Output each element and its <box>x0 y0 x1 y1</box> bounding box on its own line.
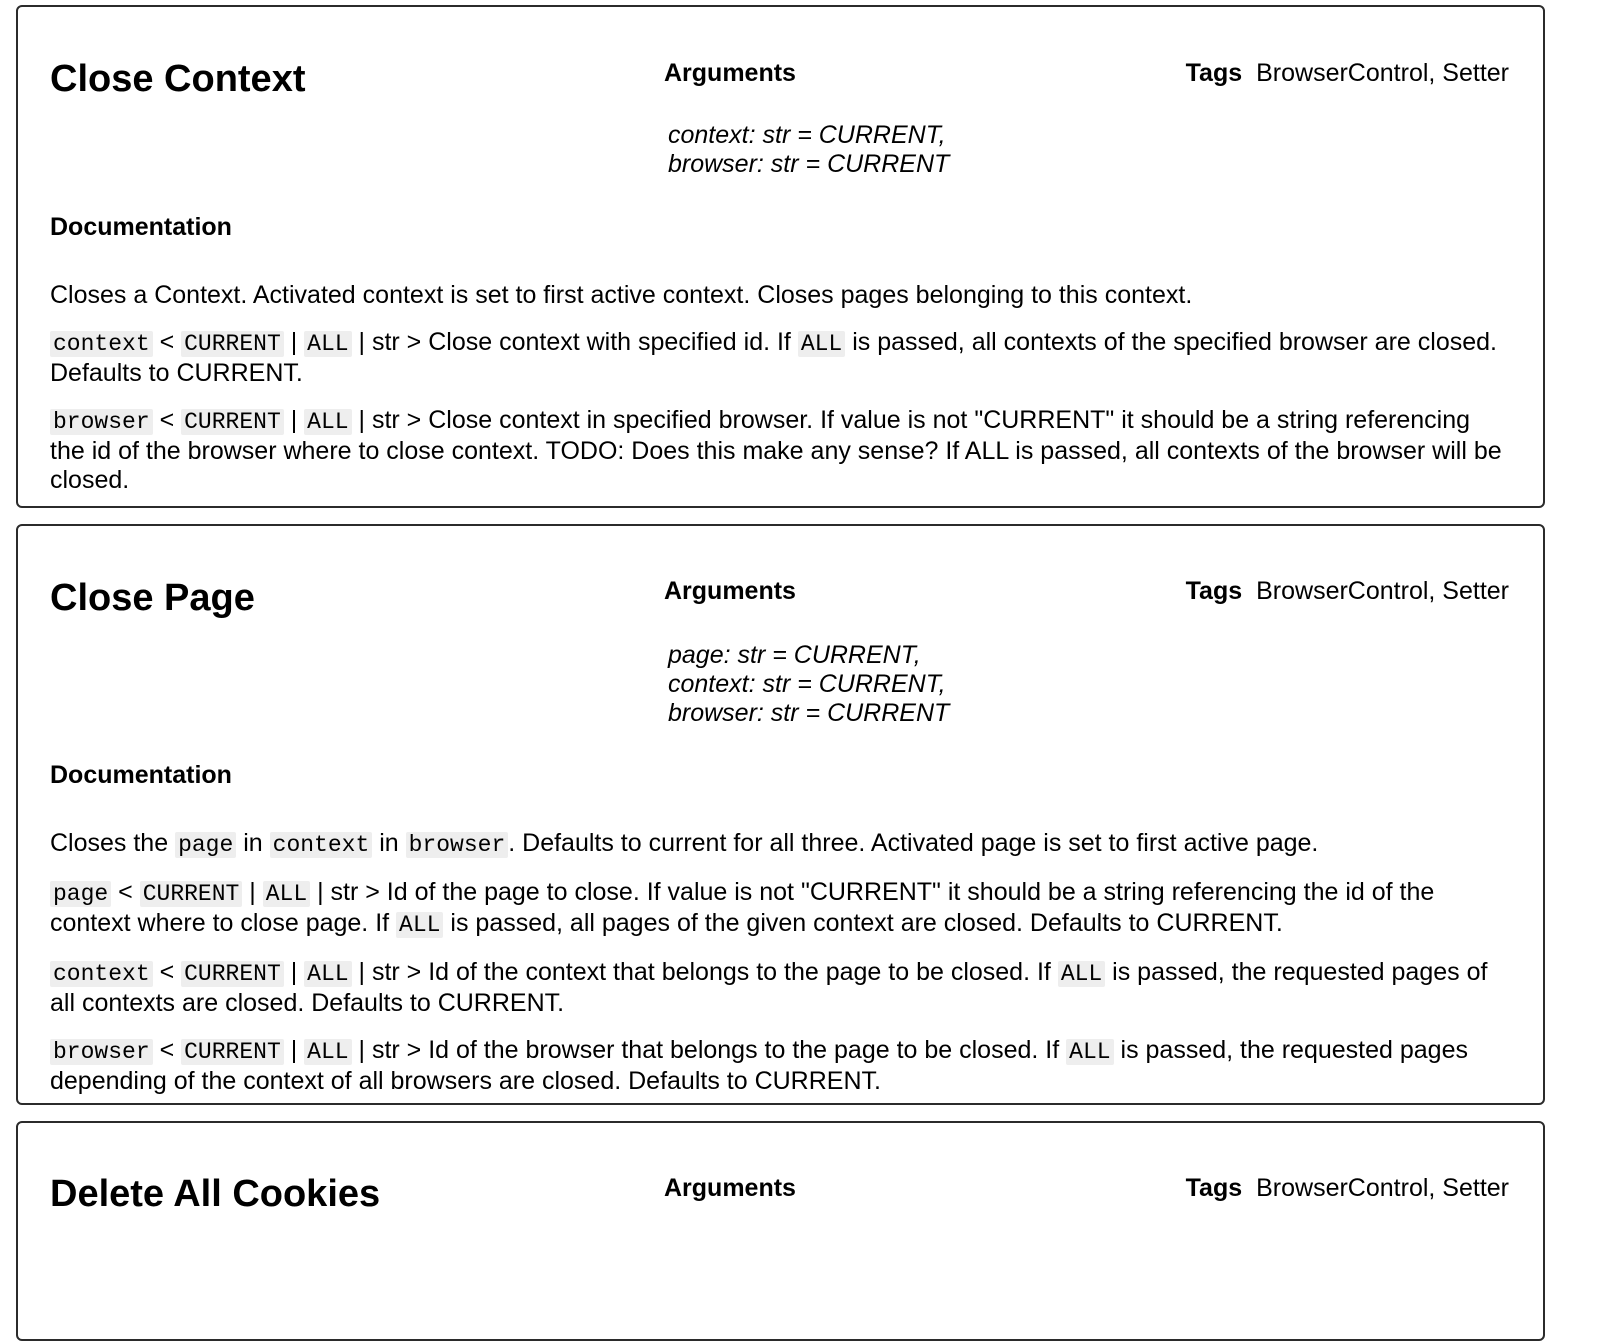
code-context: context <box>50 331 153 357</box>
doc-arg-browser: browser < CURRENT | ALL | str > Id of the browser that belongs to the page to be closed. If ALL is passed, the requested pages depending of the context of all browsers are closed. Defaults to CURRENT. <box>50 1036 1468 1095</box>
tags-heading: Tags <box>1185 577 1243 605</box>
documentation-body <box>50 281 1507 513</box>
tag-list[interactable]: BrowserControl, Setter <box>1256 577 1509 605</box>
tags-heading: Tags <box>1185 1174 1243 1202</box>
tag-list[interactable]: BrowserControl, Setter <box>1256 59 1509 87</box>
doc-arg-browser: browser < CURRENT | ALL | str > Close context in specified browser. If value is not "CURRENT" it should be a string referencing the id of the browser where to close context. TODO: Does this make any sense? If ALL is passed, all contexts of the browser will be closed. <box>50 406 1502 494</box>
tags-block <box>1186 577 1509 606</box>
doc-arg-context: context < CURRENT | ALL | str > Id of the context that belongs to the page to be closed. If ALL is passed, the requested pages of all contexts are closed. Defaults to CURRENT. <box>50 958 1488 1017</box>
code-browser: browser <box>50 409 153 435</box>
argument-browser: browser: str = CURRENT <box>668 150 950 178</box>
doc-arg-context: context < CURRENT | ALL | str > Close context with specified id. If ALL is passed, all contexts of the specified browser are closed. Defaults to CURRENT. <box>50 328 1497 387</box>
code-browser: browser <box>50 1039 153 1065</box>
arguments-list <box>668 641 949 728</box>
keyword-name[interactable]: Close Page <box>50 577 255 619</box>
documentation-heading: Documentation <box>50 761 232 789</box>
argument-context: context: str = CURRENT, <box>668 121 946 149</box>
arguments-heading: Arguments <box>664 59 796 87</box>
keyword-name[interactable]: Close Context <box>50 58 306 100</box>
doc-arg-page: page < CURRENT | ALL | str > Id of the page to close. If value is not "CURRENT" it should be a string referencing the id of the context where to close page. If ALL is passed, all pages of the given context are closed. Defaults to CURRENT. <box>50 878 1435 938</box>
code-context: context <box>50 961 153 987</box>
keyword-card-delete-all-cookies <box>16 1121 1545 1341</box>
tags-heading: Tags <box>1185 59 1243 87</box>
keyword-card-close-context <box>16 5 1545 508</box>
documentation-heading: Documentation <box>50 213 232 241</box>
doc-summary: Closes a Context. Activated context is set to first active context. Closes pages belonging to this context. <box>50 281 1193 309</box>
argument-browser: browser: str = CURRENT <box>668 699 950 727</box>
keyword-name[interactable]: Delete All Cookies <box>50 1173 381 1215</box>
keyword-card-close-page <box>16 524 1545 1105</box>
doc-summary: Closes the page in context in browser . Defaults to current for all three. Activated page is set to first active page. <box>50 829 1319 858</box>
arguments-heading: Arguments <box>664 577 796 605</box>
code-page: page <box>50 881 111 907</box>
tag-list[interactable]: BrowserControl, Setter <box>1256 1174 1509 1202</box>
argument-context: context: str = CURRENT, <box>668 670 946 698</box>
argument-page: page: str = CURRENT, <box>668 641 921 669</box>
arguments-heading: Arguments <box>664 1174 796 1202</box>
tags-block <box>1186 1174 1509 1203</box>
tags-block <box>1186 59 1509 88</box>
arguments-list <box>668 121 949 179</box>
documentation-body <box>50 829 1507 1114</box>
